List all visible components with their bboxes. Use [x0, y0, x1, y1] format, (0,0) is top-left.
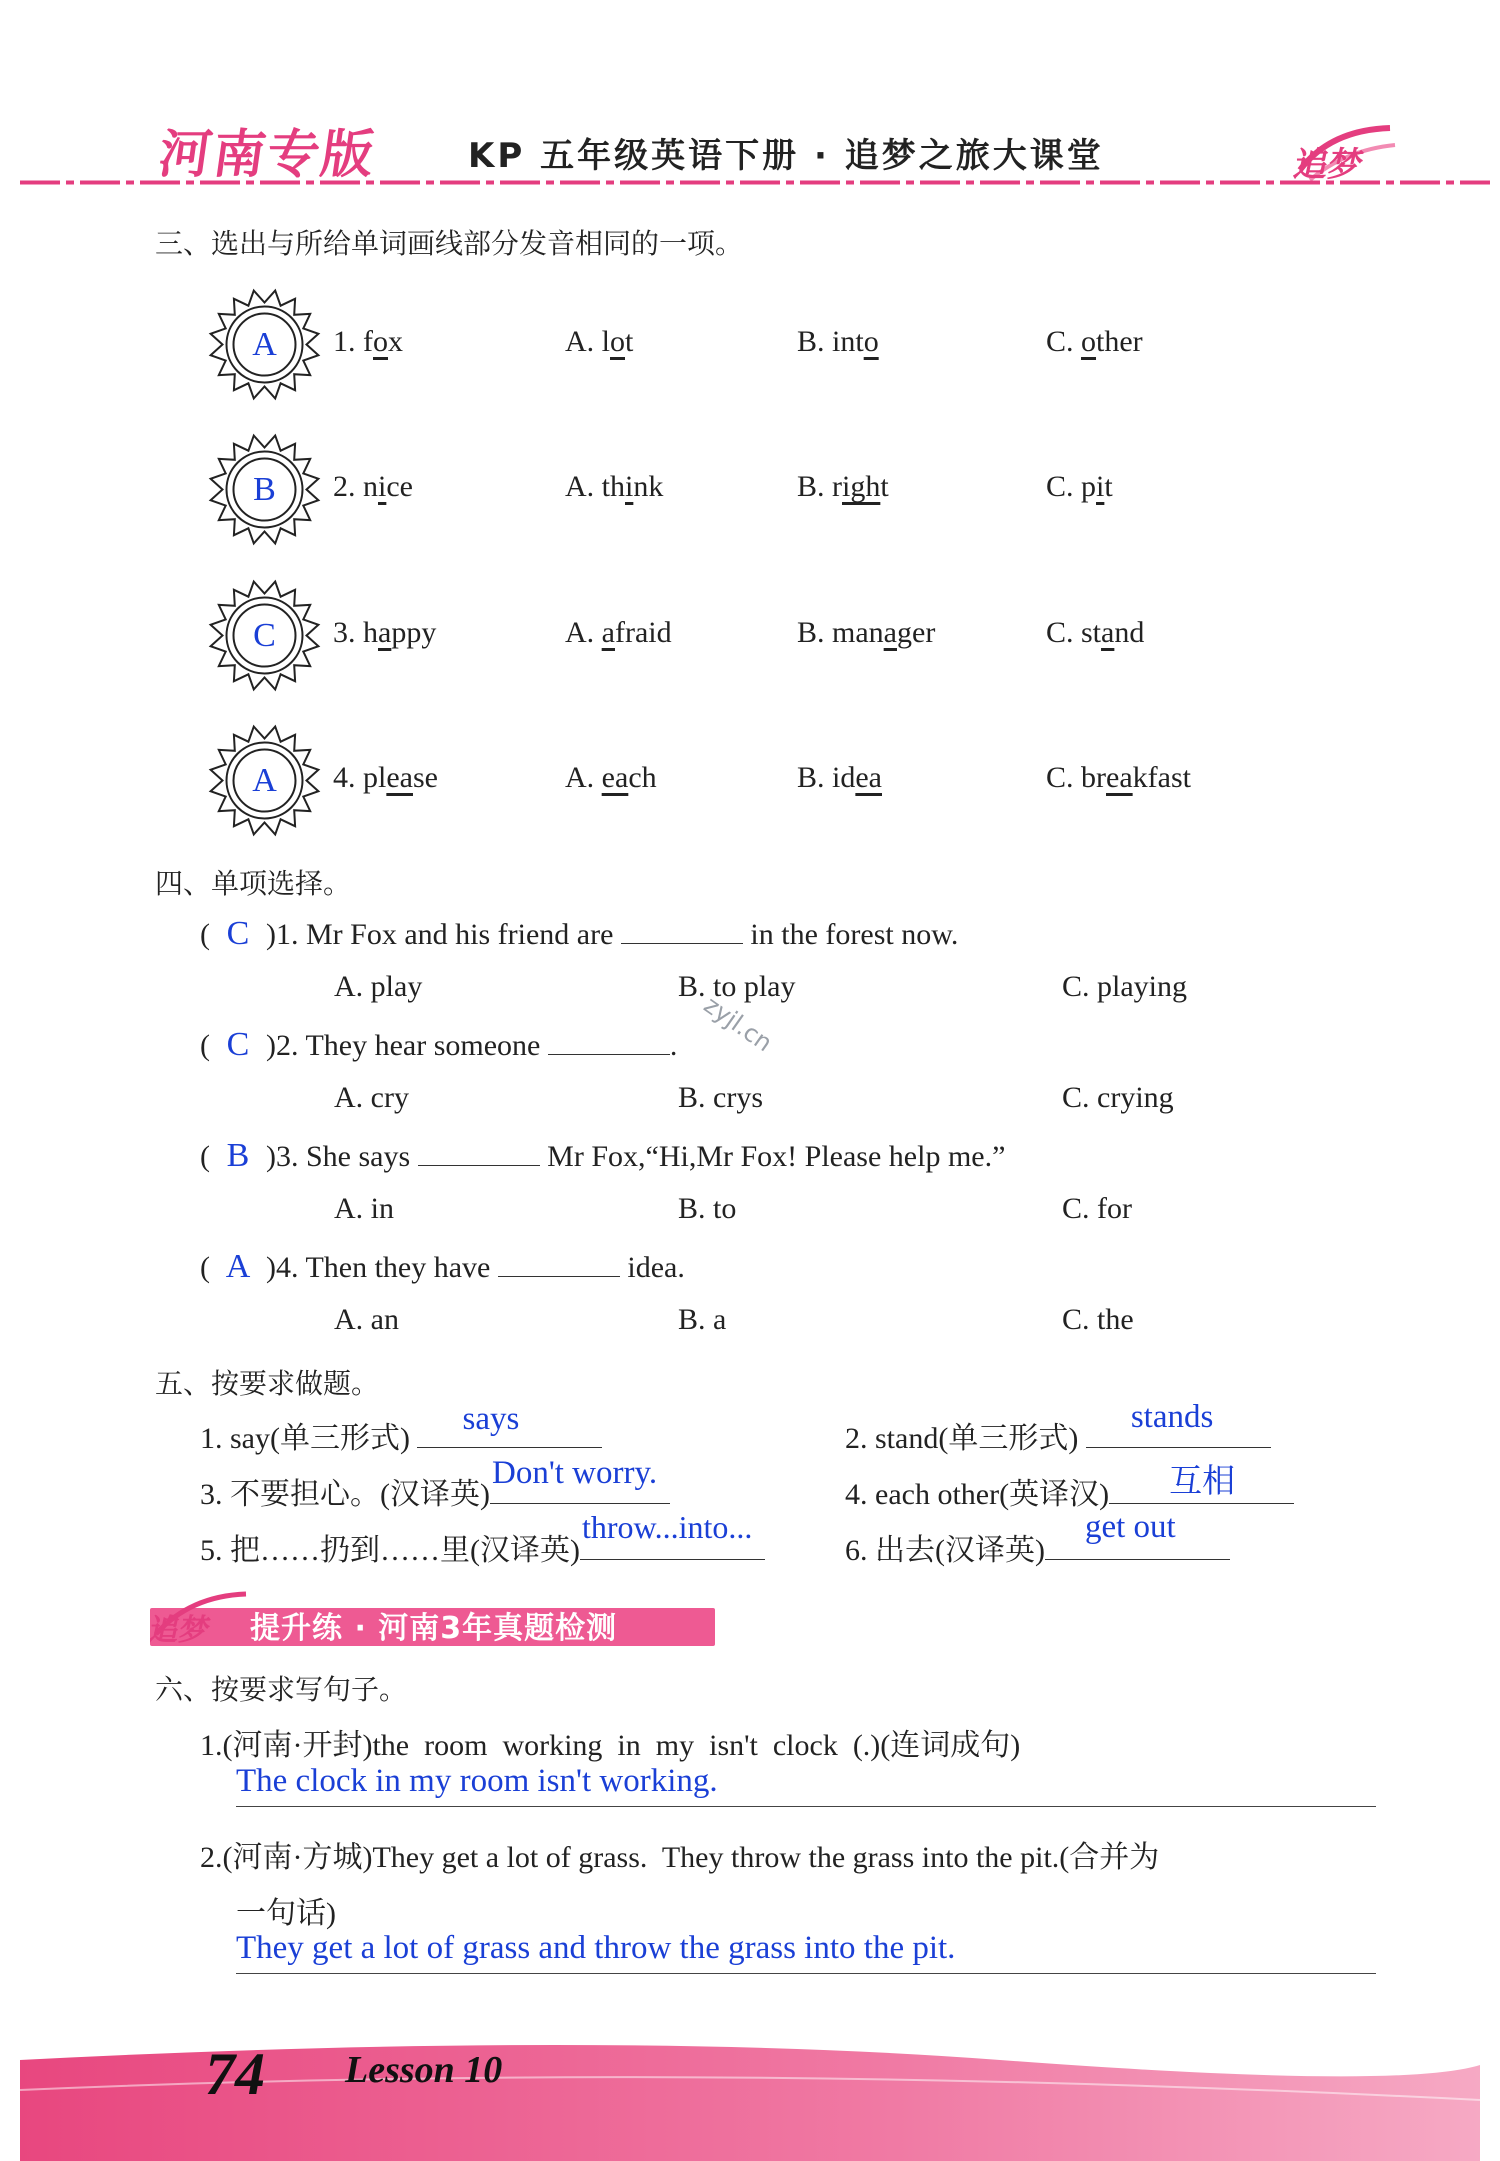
mc-blank-1 — [621, 943, 743, 944]
mc4-option-b: B. a — [678, 1303, 727, 1336]
phonics-3-option-b-cell — [797, 616, 935, 650]
mc-stem-4: )4. Then they have — [266, 1251, 491, 1284]
answer-sun-badge-2 — [207, 432, 322, 547]
phonics-4-option-b: B. idea — [797, 761, 882, 794]
mc-answer-4: A — [225, 1248, 251, 1285]
phonics-3-option-a-cell — [565, 616, 672, 650]
mc-question-2: ( C )2. They hear someone . — [200, 1026, 678, 1063]
task-2-prompt: 2. stand(单三形式) — [845, 1422, 1079, 1455]
phonics-target-1: fox — [363, 325, 403, 358]
phonics-1-option-b-cell — [797, 325, 879, 359]
phonics-4-option-c: C. breakfast — [1046, 761, 1191, 794]
mc-question-4: ( A )4. Then they have idea. — [200, 1248, 685, 1285]
underlined-letters: a — [378, 616, 392, 649]
task-5-answer: throw...into... — [581, 1509, 753, 1545]
mc-stem-post-1: in the forest now. — [750, 918, 959, 951]
mc2-option-b: B. crys — [678, 1081, 763, 1114]
phonics-2-option-c: C. pit — [1046, 470, 1113, 503]
task-3 — [200, 1455, 670, 1513]
mc-blank-3 — [418, 1165, 540, 1166]
mc1-option-c: C. playing — [1062, 970, 1187, 1003]
mc-blank-2 — [548, 1054, 670, 1055]
phonics-4-option-c-cell — [1046, 761, 1191, 795]
task-5 — [200, 1509, 765, 1569]
phonics-target-2: nice — [363, 470, 413, 503]
underlined-letters: o — [610, 325, 625, 358]
phonics-3-option-c-cell — [1046, 616, 1144, 650]
mc-stem-post-3: Mr Fox,“Hi,Mr Fox! Please help me.” — [547, 1140, 1006, 1173]
underlined-letters: ea — [386, 761, 413, 794]
underlined-letters: o — [863, 325, 879, 358]
underlined-letters: i — [1096, 470, 1105, 503]
task-4-prompt: 4. each other(英译汉) — [845, 1478, 1110, 1511]
section5-title: 五、按要求做题。 — [155, 1367, 380, 1400]
sentence-q2-prompt-cont: 一句话) — [236, 1897, 336, 1930]
phonics-word-2: 2. nice — [333, 470, 413, 503]
phonics-word-1: 1. fox — [333, 325, 403, 358]
practice-banner-text: 提升练 · 河南3年真题检测 — [250, 1611, 618, 1646]
task-4-blank — [1109, 1464, 1294, 1504]
mc-stem-2: )2. They hear someone — [266, 1029, 541, 1062]
task-5-prompt: 5. 把……扔到……里(汉译英) — [200, 1534, 580, 1567]
task-3-answer: Don't worry. — [491, 1455, 658, 1491]
phonics-2-option-c-cell — [1046, 470, 1113, 504]
phonics-answer-3: C — [253, 617, 276, 654]
task-2-answer: stands — [1130, 1399, 1214, 1435]
task-6-answer: get out — [1084, 1509, 1176, 1545]
phonics-1-option-c: C. other — [1046, 325, 1143, 358]
underlined-letters: ea — [601, 761, 629, 794]
phonics-3-option-b: B. manager — [797, 616, 936, 649]
mc-blank-4 — [498, 1276, 620, 1277]
mc-stem-3: )3. She says — [266, 1140, 411, 1173]
answer-sun-badge-4 — [207, 723, 322, 838]
task-6 — [845, 1509, 1230, 1569]
task-3-prompt: 3. 不要担心。(汉译英) — [200, 1478, 490, 1511]
mc3-option-c: C. for — [1062, 1192, 1132, 1225]
phonics-4-option-a: A. each — [565, 761, 657, 794]
section6-title: 六、按要求写句子。 — [155, 1673, 408, 1706]
phonics-2-option-b-cell — [797, 470, 889, 504]
phonics-2-option-b: B. right — [797, 470, 889, 503]
mc4-option-a: A. an — [334, 1303, 399, 1336]
phonics-answer-2: B — [253, 471, 276, 508]
watermark: zyjl.cn — [698, 990, 778, 1058]
sentence-q2-line — [236, 1973, 1376, 1974]
underlined-letters: o — [373, 325, 388, 358]
header-rule — [20, 180, 1490, 185]
phonics-1-option-b: B. into — [797, 325, 879, 358]
book-title: KP 五年级英语下册 · 追梦之旅大课堂 — [468, 136, 1104, 176]
mc-answer-3: B — [226, 1137, 250, 1174]
phonics-target-4: please — [363, 761, 438, 794]
mc1-option-a: A. play — [334, 970, 423, 1003]
task-2 — [845, 1399, 1271, 1457]
phonics-1-option-c-cell — [1046, 325, 1143, 359]
section3-title: 三、选出与所给单词画线部分发音相同的一项。 — [155, 227, 744, 260]
underlined-letters: i — [378, 470, 387, 503]
phonics-4-option-b-cell — [797, 761, 882, 795]
task-4 — [845, 1464, 1294, 1513]
mc-answer-1: C — [226, 915, 250, 952]
mc3-option-b: B. to — [678, 1192, 737, 1225]
task-6-prompt: 6. 出去(汉译英) — [845, 1534, 1045, 1567]
edition-label: 河南专版 — [155, 125, 380, 185]
task-2-blank — [1086, 1399, 1271, 1448]
phonics-1-option-a: A. lot — [565, 325, 634, 358]
mc-stem-post-2: . — [669, 1029, 678, 1062]
lesson-label: Lesson 10 — [345, 2049, 503, 2091]
underlined-letters: ea — [855, 761, 882, 794]
phonics-word-3: 3. happy — [333, 616, 437, 649]
sentence-q2-answer: They get a lot of grass and throw the grass into the pit. — [236, 1930, 956, 1966]
answer-sun-badge-1 — [207, 287, 322, 402]
task-1-blank — [417, 1401, 602, 1448]
underlined-letters: i — [625, 470, 634, 503]
task-6-blank — [1045, 1509, 1230, 1560]
phonics-2-option-a: A. think — [565, 470, 664, 503]
sentence-q1-prompt: 1.(河南·开封)the room working in my isn't clock (.)(连词成句) — [200, 1729, 1021, 1762]
task-3-blank — [490, 1455, 670, 1504]
mc-answer-2: C — [226, 1026, 250, 1063]
mc2-option-c: C. crying — [1062, 1081, 1174, 1114]
task-1-answer: says — [462, 1401, 520, 1437]
task-4-answer: 互相 — [1169, 1464, 1236, 1500]
mc-question-3: ( B )3. She says Mr Fox,“Hi,Mr Fox! Please help me.” — [200, 1137, 1006, 1174]
mc1-option-b: B. to play — [678, 970, 796, 1003]
mc2-option-a: A. cry — [334, 1081, 409, 1114]
task-1 — [200, 1401, 602, 1457]
sentence-q1-answer: The clock in my room isn't working. — [236, 1763, 718, 1799]
task-5-blank — [580, 1509, 765, 1560]
underlined-letters: a — [883, 616, 897, 649]
sentence-q1-line — [236, 1806, 1376, 1807]
underlined-letters: a — [601, 616, 615, 649]
mc3-option-a: A. in — [334, 1192, 394, 1225]
mc4-option-c: C. the — [1062, 1303, 1134, 1336]
phonics-answer-4: A — [252, 762, 277, 799]
mc-stem-1: )1. Mr Fox and his friend are — [266, 918, 614, 951]
underlined-letters: igh — [842, 470, 881, 503]
phonics-2-option-a-cell — [565, 470, 663, 504]
phonics-4-option-a-cell — [565, 761, 657, 795]
section4-title: 四、单项选择。 — [155, 867, 352, 900]
mc-stem-post-4: idea. — [627, 1251, 685, 1284]
phonics-3-option-a: A. afraid — [565, 616, 672, 649]
svg-text:追梦: 追梦 — [150, 1613, 214, 1648]
sentence-q2-prompt: 2.(河南·方城)They get a lot of grass. They throw the grass into the pit.(合并为 — [200, 1841, 1160, 1874]
underlined-letters: a — [1101, 616, 1115, 649]
phonics-answer-1: A — [252, 326, 277, 363]
banner-logo — [150, 1590, 250, 1656]
page-number: 74 — [205, 2041, 265, 2107]
underlined-letters: o — [1081, 325, 1097, 358]
phonics-target-3: happy — [363, 616, 437, 649]
answer-sun-badge-3 — [207, 578, 322, 693]
underlined-letters: ea — [1106, 761, 1133, 794]
phonics-3-option-c: C. stand — [1046, 616, 1145, 649]
phonics-1-option-a-cell — [565, 325, 633, 359]
task-1-prompt: 1. say(单三形式) — [200, 1422, 410, 1455]
svg-text:追梦: 追梦 — [1290, 145, 1367, 185]
mc-question-1: ( C )1. Mr Fox and his friend are in the forest now. — [200, 915, 959, 952]
phonics-word-4: 4. please — [333, 761, 438, 794]
